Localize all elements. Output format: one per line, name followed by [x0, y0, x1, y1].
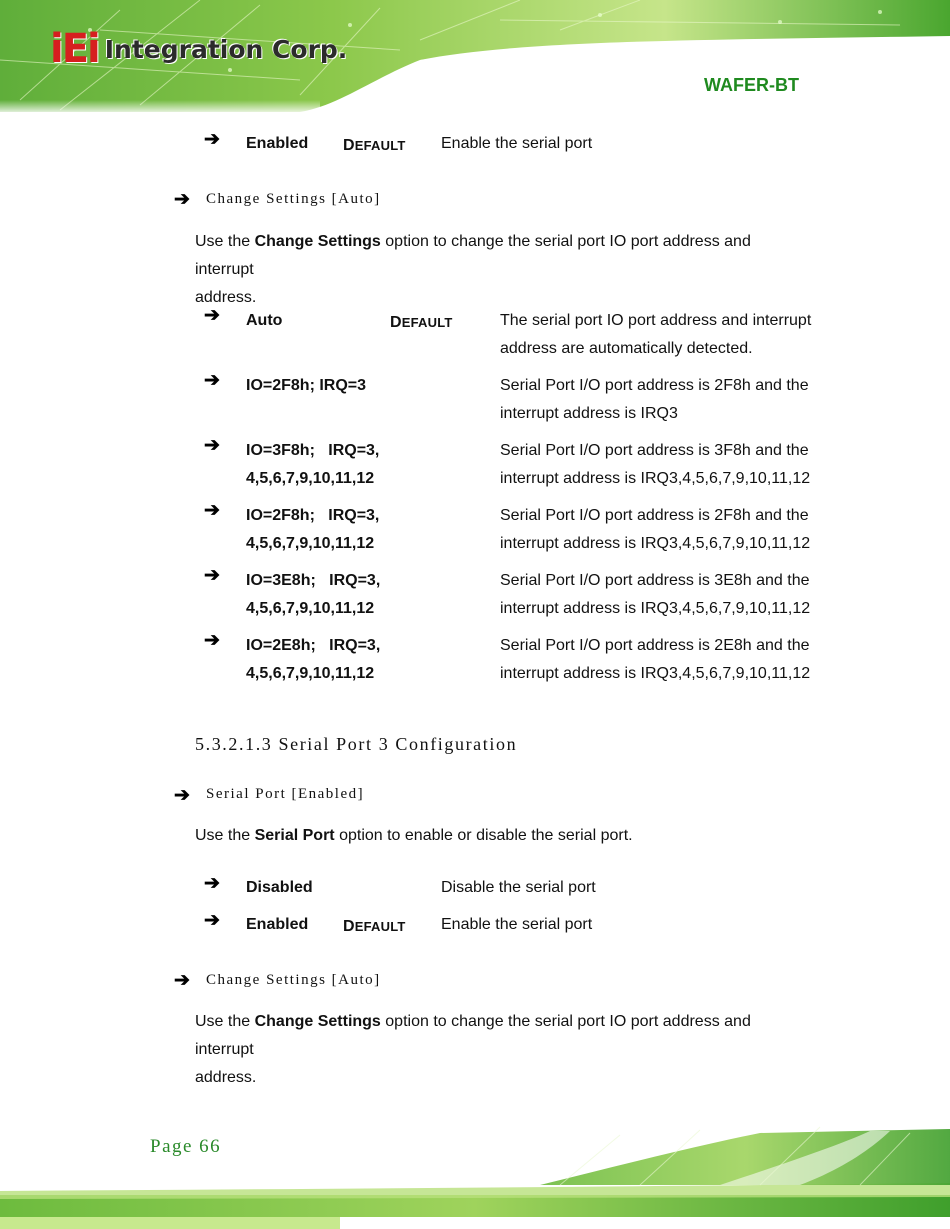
option-desc-line2: interrupt address is IRQ3,4,5,6,7,9,10,11,12: [500, 665, 811, 682]
option-label-line1: IO=2F8h; IRQ=3,: [246, 507, 380, 524]
option-label-line1: IO=3E8h; IRQ=3,: [246, 572, 381, 589]
io-option-row: [0, 631, 950, 691]
setting-title: Change Settings [Auto]: [206, 972, 381, 988]
para-line2: address.: [195, 289, 257, 306]
setting-title: Serial Port [Enabled]: [206, 786, 365, 802]
default-tag: DEFAULT: [343, 918, 406, 935]
option-label-line2: 4,5,6,7,9,10,11,12: [246, 470, 375, 487]
logo-mark: iEi: [50, 26, 99, 72]
arrow-icon: ➔: [204, 129, 220, 150]
arrow-icon: ➔: [204, 370, 220, 391]
product-name: WAFER-BT: [704, 75, 799, 95]
footer-banner: [0, 1125, 950, 1229]
option-desc-line1: Serial Port I/O port address is 2F8h and the: [500, 377, 809, 394]
option-label-line2: 4,5,6,7,9,10,11,12: [246, 665, 375, 682]
arrow-icon: ➔: [204, 910, 220, 931]
arrow-icon: ➔: [204, 630, 220, 651]
io-option-row: [0, 501, 950, 561]
io-option-row: [0, 371, 950, 431]
option-label: Auto: [246, 312, 283, 329]
option-desc-line1: Serial Port I/O port address is 2E8h and the: [500, 637, 810, 654]
io-option-row: [0, 436, 950, 496]
setting-title: Change Settings [Auto]: [206, 191, 381, 207]
option-label-line2: 4,5,6,7,9,10,11,12: [246, 535, 375, 552]
page-number: Page 66: [150, 1136, 222, 1157]
io-option-row: [0, 306, 950, 366]
option-label: IO=2F8h; IRQ=3: [246, 377, 367, 394]
default-tag: DEFAULT: [390, 314, 453, 331]
option-desc-line2: interrupt address is IRQ3,4,5,6,7,9,10,11,12: [500, 600, 811, 617]
option-label-line1: IO=2E8h; IRQ=3,: [246, 637, 381, 654]
arrow-icon: ➔: [204, 565, 220, 586]
arrow-icon: ➔: [204, 500, 220, 521]
option-row-enabled: [0, 909, 950, 941]
arrow-icon: ➔: [204, 435, 220, 456]
option-desc: Enable the serial port: [441, 916, 593, 933]
option-desc-line1: Serial Port I/O port address is 2F8h and the: [500, 507, 809, 524]
arrow-icon: ➔: [174, 970, 190, 991]
option-label-line1: IO=3F8h; IRQ=3,: [246, 442, 380, 459]
paragraph-change-settings-2: [195, 1008, 810, 1092]
footer-graphic: [0, 1125, 950, 1229]
option-row-enabled-top: [0, 128, 950, 160]
option-desc-line1: Serial Port I/O port address is 3E8h and the: [500, 572, 810, 589]
paragraph-serial-port: Use the Serial Port option to enable or disable the serial port.: [195, 827, 633, 844]
option-desc-line2: interrupt address is IRQ3,4,5,6,7,9,10,11,12: [500, 470, 811, 487]
logo-wordmark: Integration Corp.: [104, 34, 348, 64]
para-line2: address.: [195, 1069, 257, 1086]
para-line1: Use the Change Settings option to change the serial port IO port address and interrupt: [195, 233, 751, 278]
para-line1: Use the Change Settings option to change the serial port IO port address and interrupt: [195, 1013, 751, 1058]
option-label-line2: 4,5,6,7,9,10,11,12: [246, 600, 375, 617]
option-label: Disabled: [246, 879, 313, 896]
arrow-icon: ➔: [204, 305, 220, 326]
arrow-icon: ➔: [174, 785, 190, 806]
option-row-disabled: [0, 872, 950, 904]
arrow-icon: ➔: [204, 873, 220, 894]
option-desc-line2: interrupt address is IRQ3,4,5,6,7,9,10,11,12: [500, 535, 811, 552]
option-desc: Disable the serial port: [441, 879, 596, 896]
option-desc-line1: The serial port IO port address and interrupt: [500, 312, 812, 329]
header-banner: [0, 0, 950, 115]
paragraph-change-settings: [195, 228, 810, 312]
company-logo: [50, 24, 347, 74]
option-desc-line2: interrupt address is IRQ3: [500, 405, 678, 422]
option-desc-line2: address are automatically detected.: [500, 340, 753, 357]
section-heading: 5.3.2.1.3 Serial Port 3 Configuration: [195, 734, 518, 754]
option-desc: Enable the serial port: [441, 135, 593, 152]
io-option-row: [0, 566, 950, 626]
option-label: Enabled: [246, 135, 309, 152]
arrow-icon: ➔: [174, 189, 190, 210]
option-desc-line1: Serial Port I/O port address is 3F8h and the: [500, 442, 809, 459]
default-tag: DEFAULT: [343, 137, 406, 154]
option-label: Enabled: [246, 916, 309, 933]
